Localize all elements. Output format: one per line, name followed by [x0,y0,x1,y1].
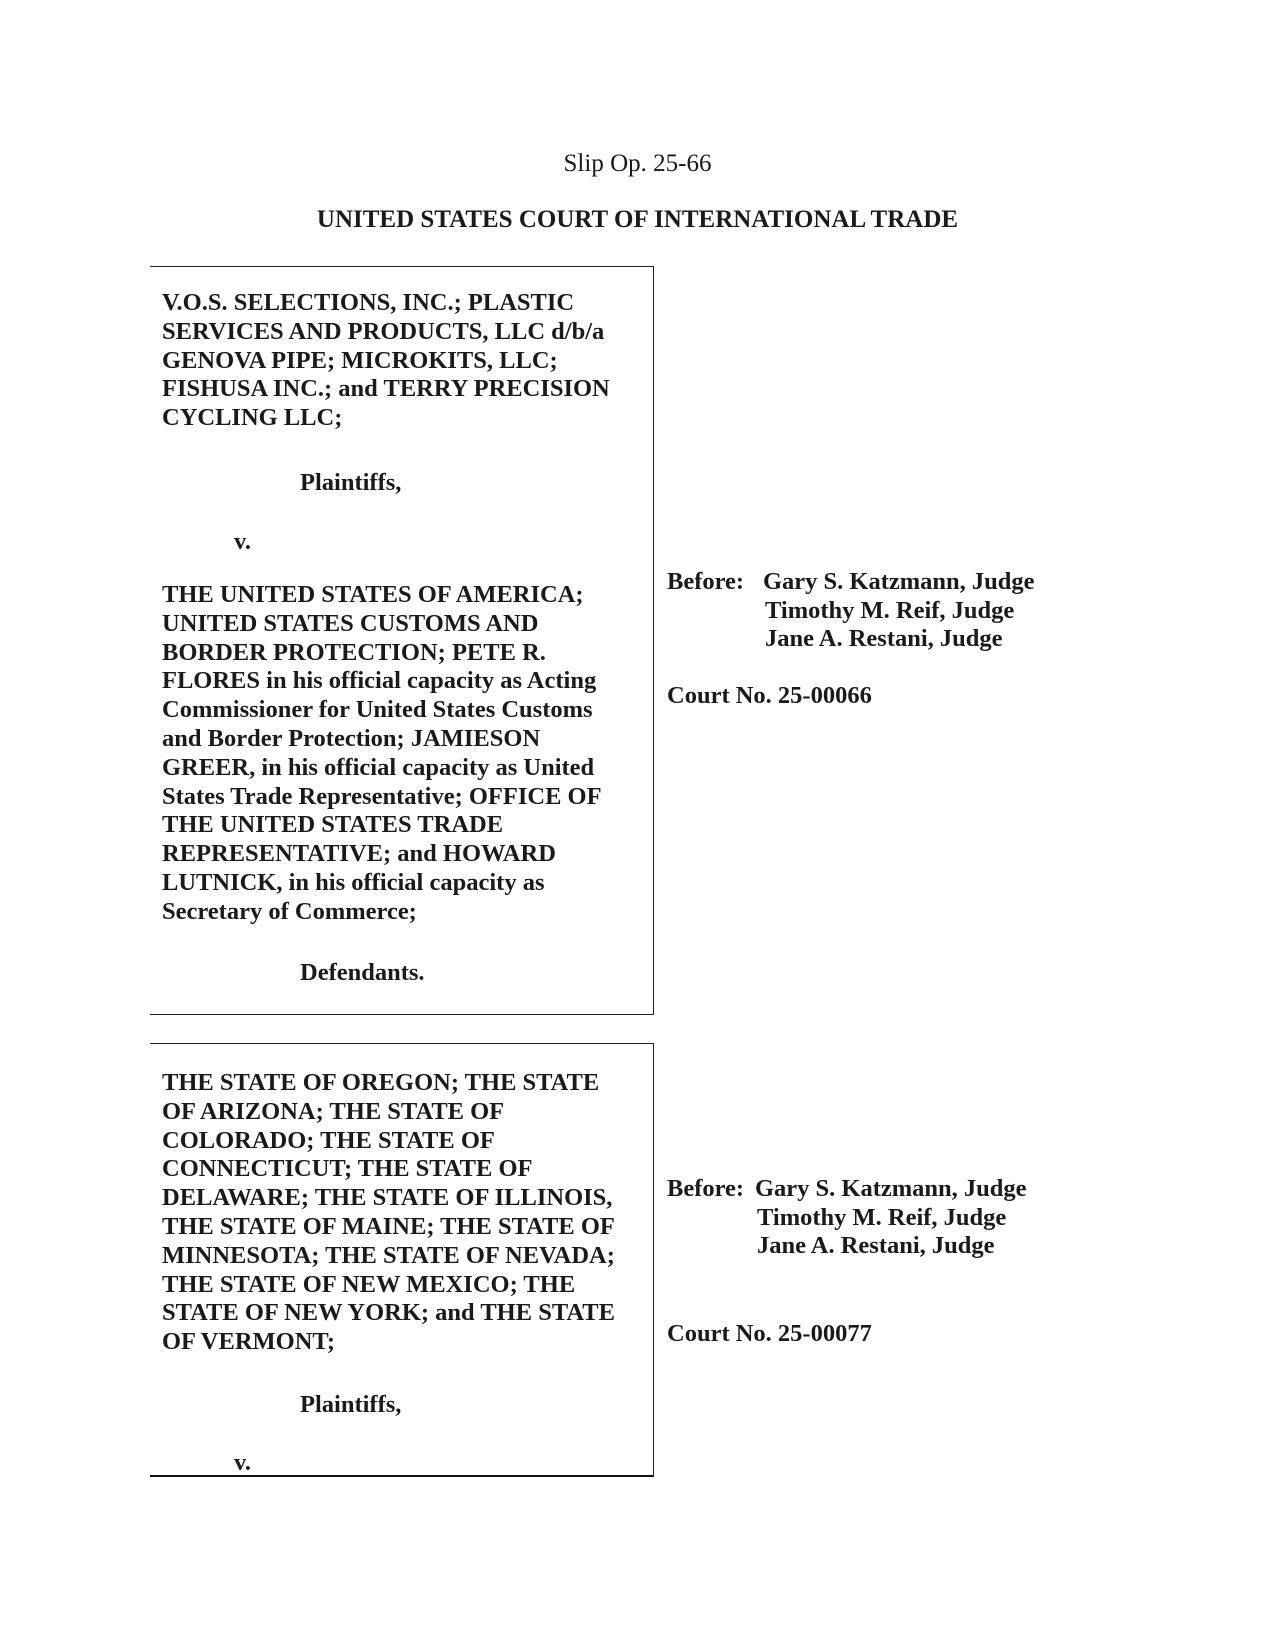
case1-versus: v. [234,528,252,555]
case1-judge: Timothy M. Reif, Judge [765,596,1015,624]
case1-plaintiff-line: SERVICES AND PRODUCTS, LLC d/b/a [162,317,605,345]
case1-judge: Gary S. Katzmann, Judge [763,568,1035,595]
case1-defendant-line: and Border Protection; JAMIESON [162,724,541,752]
case1-defendants-list [162,581,642,927]
case1-plaintiffs-role: Plaintiffs, [300,469,402,496]
case1-before-label: Before: [667,568,745,595]
case1-defendant-line: THE UNITED STATES TRADE [162,811,504,839]
case2-plaintiff-line: THE STATE OF OREGON; THE STATE [162,1069,600,1096]
case2-plaintiff-line: THE STATE OF MAINE; THE STATE OF [162,1212,615,1240]
case1-judges [763,568,1035,654]
case1-defendant-line: Commissioner for United States Customs [162,696,593,724]
case2-plaintiff-line: THE STATE OF NEW MEXICO; THE [162,1270,576,1298]
case2-plaintiff-line: COLORADO; THE STATE OF [162,1126,495,1154]
case2-plaintiff-line: OF VERMONT; [162,1328,336,1356]
case1-defendant-line: REPRESENTATIVE; and HOWARD [162,840,556,868]
case1-defendant-line: Secretary of Commerce; [162,897,417,925]
case2-plaintiffs-list [162,1069,642,1357]
case1-defendant-line: States Trade Representative; OFFICE OF [162,782,602,810]
case2-judges [755,1175,1027,1261]
case1-plaintiffs-list [162,289,642,433]
case2-plaintiff-line: CONNECTICUT; THE STATE OF [162,1155,533,1183]
case2-judge: Timothy M. Reif, Judge [757,1203,1007,1231]
case2-plaintiff-line: OF ARIZONA; THE STATE OF [162,1097,505,1125]
case2-plaintiff-line: STATE OF NEW YORK; and THE STATE [162,1299,615,1327]
case1-plaintiff-line: GENOVA PIPE; MICROKITS, LLC; [162,346,558,374]
case1-defendant-line: THE UNITED STATES OF AMERICA; [162,581,584,608]
case1-defendant-line: UNITED STATES CUSTOMS AND [162,609,539,637]
case1-plaintiff-line: CYCLING LLC; [162,404,343,432]
court-name: UNITED STATES COURT OF INTERNATIONAL TRADE [316,206,959,233]
case1-defendant-line: BORDER PROTECTION; PETE R. [162,638,546,666]
case2-plaintiff-line: MINNESOTA; THE STATE OF NEVADA; [162,1241,615,1269]
case2-versus: v. [234,1449,252,1476]
case1-panel [667,568,1035,654]
case1-caption-box [150,266,654,1015]
case2-court-number: Court No. 25-00077 [667,1320,872,1347]
case1-judge: Jane A. Restani, Judge [765,625,1003,652]
case2-before-label: Before: [667,1175,745,1202]
case2-caption-box [150,1043,654,1477]
case1-defendant-line: FLORES in his official capacity as Acting [162,667,597,695]
slip-opinion-number: Slip Op. 25-66 [563,150,712,177]
case1-court-number: Court No. 25-00066 [667,682,872,709]
case2-judge: Jane A. Restani, Judge [757,1232,995,1259]
case1-defendants-role: Defendants. [300,959,425,986]
case2-judge: Gary S. Katzmann, Judge [755,1175,1027,1202]
case1-plaintiff-line: FISHUSA INC.; and TERRY PRECISION [162,375,610,403]
case1-plaintiff-line: V.O.S. SELECTIONS, INC.; PLASTIC [162,289,575,316]
case1-defendant-line: GREER, in his official capacity as United [162,753,595,781]
case2-panel [667,1175,1027,1261]
case1-defendant-line: LUTNICK, in his official capacity as [162,868,545,896]
case2-plaintiff-line: DELAWARE; THE STATE OF ILLINOIS, [162,1184,613,1212]
case2-plaintiffs-role: Plaintiffs, [300,1391,402,1418]
